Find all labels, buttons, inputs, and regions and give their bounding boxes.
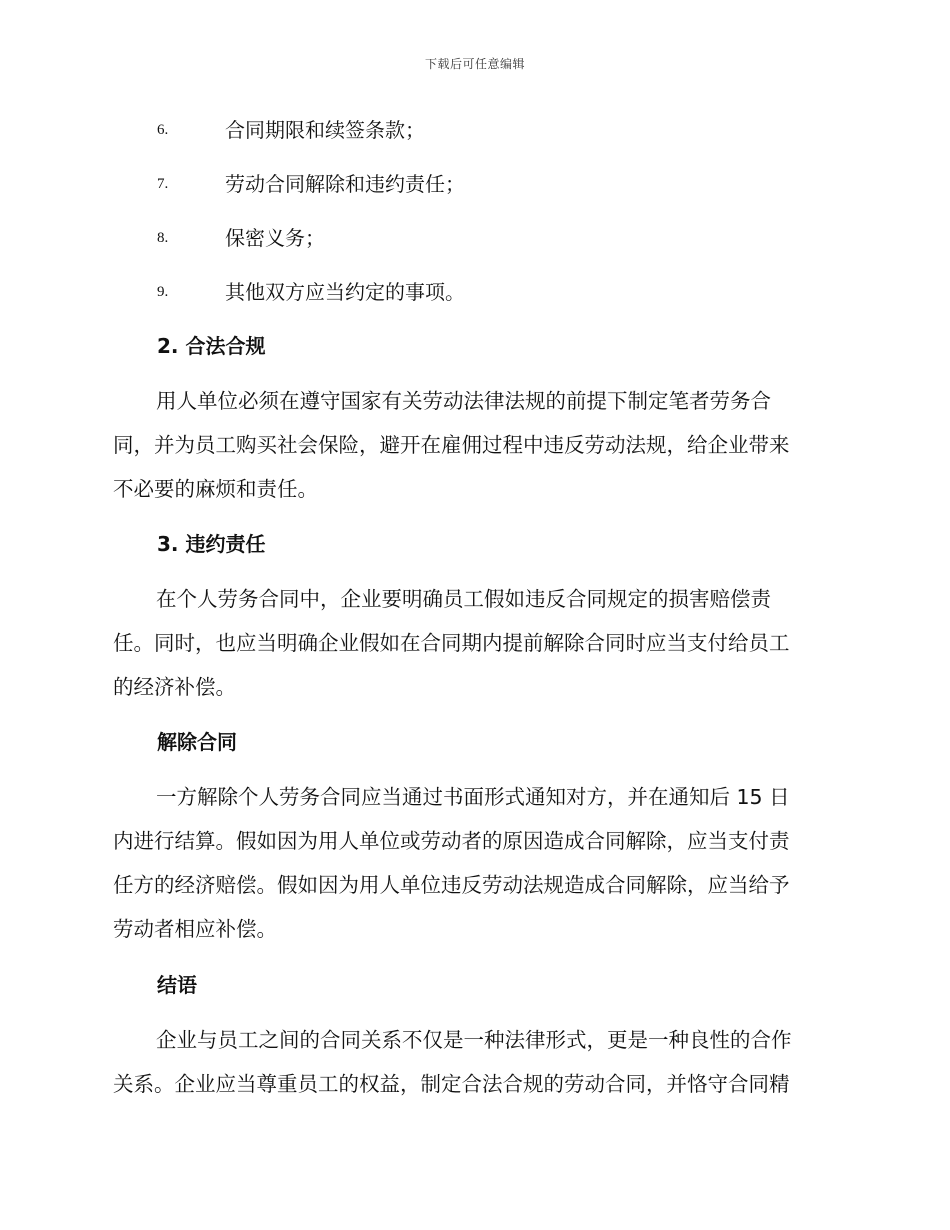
paragraph-line: 在个人劳务合同中，企业要明确员工假如违反合同规定的损害赔偿责 <box>156 587 771 611</box>
section-paragraph <box>113 379 853 511</box>
list-text: 劳动合同解除和违约责任； <box>225 172 465 196</box>
section-heading: 2. 合法合规 <box>157 334 266 358</box>
list-number: 8. <box>157 230 169 246</box>
paragraph-line: 一方解除个人劳务合同应当通过书面形式通知对方，并在通知后 15 日 <box>156 785 790 809</box>
paragraph-line: 用人单位必须在遵守国家有关劳动法律法规的前提下制定笔者劳务合 <box>156 389 771 413</box>
section-heading: 结语 <box>157 973 197 997</box>
page-header: 下载后可任意编辑 <box>424 57 525 71</box>
paragraph-line: 关系。企业应当尊重员工的权益，制定合法合规的劳动合同，并恪守合同精 <box>113 1072 790 1096</box>
paragraph-line: 内进行结算。假如因为用人单位或劳动者的原因造成合同解除，应当支付责 <box>113 829 790 853</box>
section-paragraph <box>113 577 853 709</box>
paragraph-line: 不必要的麻烦和责任。 <box>113 477 318 501</box>
paragraph-line: 任。同时，也应当明确企业假如在合同期内提前解除合同时应当支付给员工 <box>113 631 790 655</box>
paragraph-line: 的经济补偿。 <box>113 675 236 699</box>
list-number: 9. <box>157 284 169 300</box>
list-number: 7. <box>157 176 169 192</box>
section-paragraph <box>113 1018 853 1106</box>
list-text: 合同期限和续签条款； <box>225 118 425 142</box>
paragraph-line: 劳动者相应补偿。 <box>113 917 277 941</box>
list-number: 6. <box>157 122 169 138</box>
list-text: 其他双方应当约定的事项。 <box>225 280 465 304</box>
paragraph-line: 企业与员工之间的合同关系不仅是一种法律形式，更是一种良性的合作 <box>156 1028 792 1052</box>
section-paragraph <box>113 775 853 951</box>
paragraph-line: 同，并为员工购买社会保险，避开在雇佣过程中违反劳动法规，给企业带来 <box>113 433 790 457</box>
section-heading: 解除合同 <box>157 730 237 754</box>
section-heading: 3. 违约责任 <box>157 532 266 556</box>
list-text: 保密义务； <box>225 226 325 250</box>
paragraph-line: 任方的经济赔偿。假如因为用人单位违反劳动法规造成合同解除，应当给予 <box>113 873 790 897</box>
